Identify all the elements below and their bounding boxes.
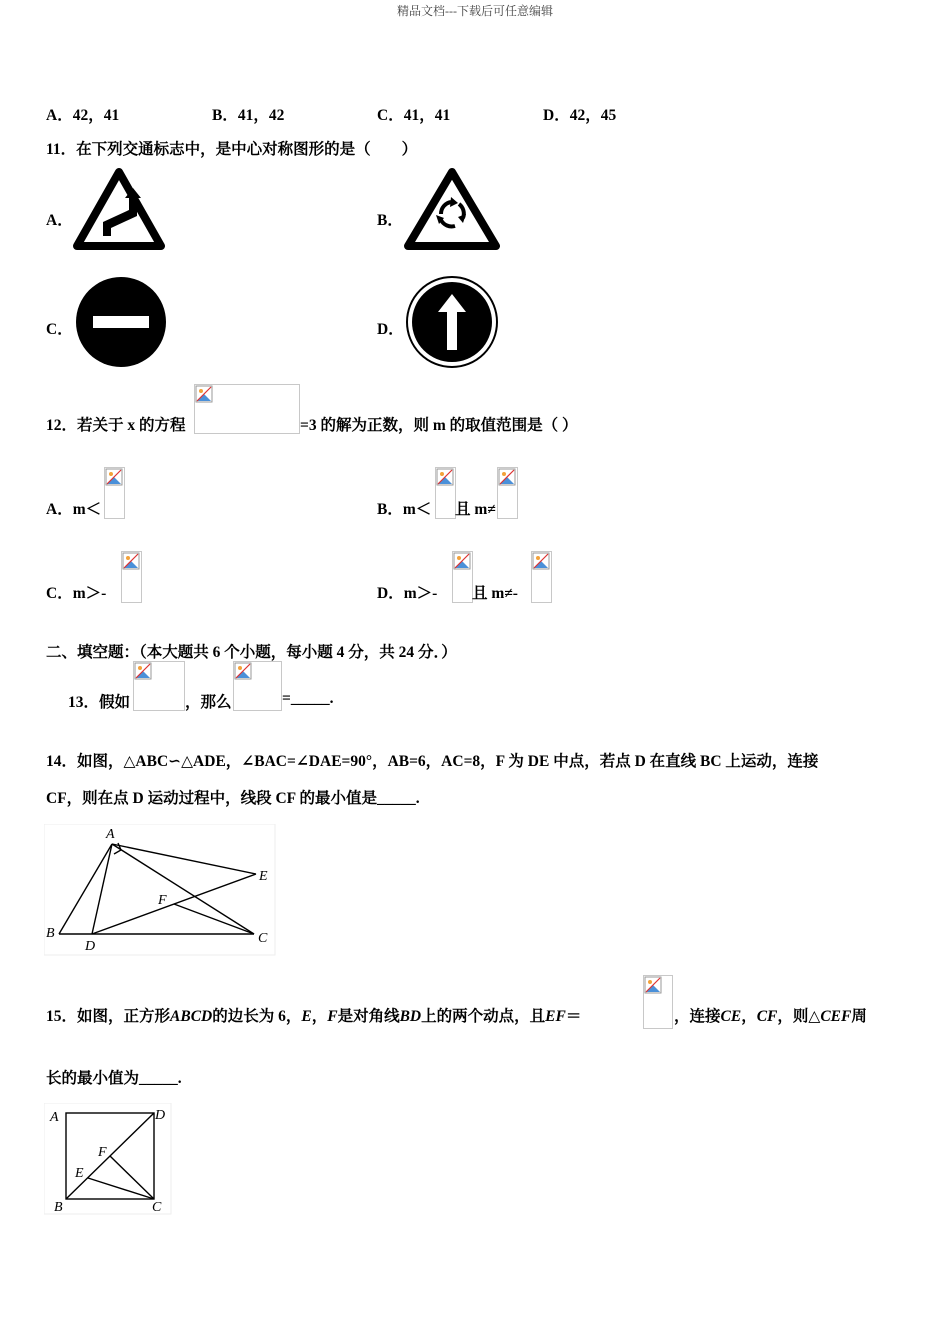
q15-text-6: ，则△ — [777, 1008, 821, 1025]
q15-cef: CEF — [820, 1008, 852, 1025]
q12-option-a: A．m＜ — [46, 501, 102, 518]
q14-label-f: F — [158, 893, 167, 908]
q12-b-fraction-image-1 — [435, 467, 456, 519]
broken-image-icon — [122, 552, 140, 570]
q15-label-b: B — [54, 1200, 63, 1215]
q15-comma-1: ， — [311, 1008, 328, 1025]
q11-option-b-label: B． — [377, 212, 403, 229]
q14-line1: 14．如图，△ABC∽△ADE，∠BAC=∠DAE=90°，AB=6，AC=8，F 为 DE 中点，若点 D 在直线 BC 上运动，连接 — [46, 753, 819, 770]
roundabout-warning-icon — [403, 166, 501, 252]
q14-label-d: D — [85, 939, 96, 954]
q15-text-5: ，连接 — [674, 1008, 721, 1025]
broken-image-icon — [195, 385, 213, 403]
q12-d-fraction-image-1 — [452, 551, 473, 603]
q15-f: F — [327, 1008, 338, 1025]
q12-b-fraction-image-2 — [497, 467, 518, 519]
q12-d-fraction-image-2 — [531, 551, 552, 603]
broken-image-icon — [644, 976, 662, 994]
q15-text-7: 周 — [851, 1008, 867, 1025]
broken-image-icon — [532, 552, 550, 570]
q10-option-c: C．41，41 — [377, 107, 451, 124]
q12-stem-end: =3 的解为正数，则 m 的取值范围是（ ） — [300, 417, 578, 434]
q15-line2: 长的最小值为_____. — [46, 1070, 182, 1087]
q15-cf: CF — [756, 1008, 778, 1025]
q15-e: E — [301, 1008, 312, 1025]
q15-comma-2: ， — [741, 1008, 757, 1025]
q15-bd: BD — [399, 1008, 422, 1025]
q15-abcd: ABCD — [170, 1008, 213, 1025]
broken-image-icon — [134, 662, 152, 680]
q15-text-1: 15．如图，正方形 — [46, 1008, 171, 1025]
q11-option-c-label: C． — [46, 321, 73, 338]
no-entry-icon — [73, 276, 167, 368]
q15-eq: ＝ — [565, 1008, 582, 1025]
broken-image-icon — [105, 468, 123, 486]
q11-option-d-label: D． — [377, 321, 404, 338]
q15-label-f: F — [98, 1145, 107, 1160]
q15-label-c: C — [152, 1200, 162, 1215]
q13-end: =_____. — [282, 690, 334, 707]
q15-length-image — [643, 975, 673, 1029]
q15-label-a: A — [50, 1110, 59, 1125]
q15-text-3: 是对角线 — [337, 1008, 400, 1025]
q14-label-b: B — [46, 926, 55, 941]
q12-a-fraction-image — [104, 467, 125, 519]
q15-square-figure — [44, 1103, 172, 1215]
q15-ef: EF — [545, 1008, 566, 1025]
broken-image-icon — [498, 468, 516, 486]
q10-option-a: A．42，41 — [46, 107, 120, 124]
broken-image-icon — [453, 552, 471, 570]
q12-option-b-start: B．m＜ — [377, 501, 432, 518]
page-header: 精品文档---下载后可任意编辑 — [397, 4, 553, 18]
broken-image-icon — [436, 468, 454, 486]
q14-triangle-figure — [44, 824, 276, 956]
q13-start: 13．假如 — [68, 694, 131, 711]
q13-mid: ，那么 — [185, 694, 232, 711]
q15-label-e: E — [75, 1166, 84, 1181]
q13-condition-image — [133, 661, 185, 711]
q12-c-fraction-image — [121, 551, 142, 603]
q14-label-a: A — [106, 827, 115, 842]
q15-text-2: 的边长为 6， — [212, 1008, 302, 1025]
q13-expression-image — [233, 661, 282, 711]
q14-label-c: C — [258, 931, 268, 946]
q15-line1 — [46, 1004, 581, 1026]
section2-title: 二、填空题：（本大题共 6 个小题，每小题 4 分，共 24 分．） — [46, 644, 457, 661]
go-straight-icon — [404, 276, 500, 368]
q12-option-c: C．m＞- — [46, 585, 107, 602]
q10-option-d: D．42，45 — [543, 107, 617, 124]
q10-option-b: B．41，42 — [212, 107, 285, 124]
q11-stem: 11．在下列交通标志中，是中心对称图形的是（ ） — [46, 141, 418, 158]
q12-option-b-mid: 且 m≠ — [455, 501, 496, 518]
q12-option-d-start: D．m＞- — [377, 585, 438, 602]
q15-text-4: 上的两个动点，且 — [421, 1008, 546, 1025]
broken-image-icon — [234, 662, 252, 680]
winding-road-warning-icon — [73, 166, 165, 252]
q15-label-d: D — [155, 1108, 166, 1123]
q15-line1-tail — [674, 1004, 867, 1026]
q15-ce: CE — [720, 1008, 742, 1025]
q12-option-d-mid: 且 m≠- — [472, 585, 518, 602]
q14-line2: CF，则在点 D 运动过程中，线段 CF 的最小值是_____. — [46, 790, 420, 807]
q12-stem-start: 12．若关于 x 的方程 — [46, 417, 186, 434]
q12-equation-image — [194, 384, 300, 434]
q11-option-a-label: A． — [46, 212, 73, 229]
q14-label-e: E — [259, 869, 268, 884]
